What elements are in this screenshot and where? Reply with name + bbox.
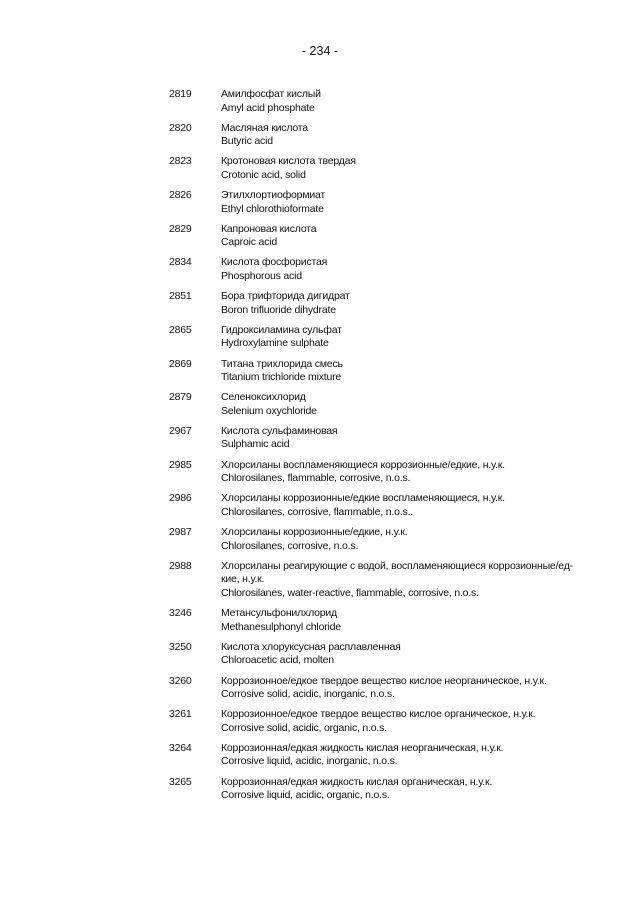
list-item xyxy=(0,88,640,122)
un-number: 2865 xyxy=(169,323,192,336)
un-number: 3250 xyxy=(169,640,192,653)
english-name: Sulphamic acid xyxy=(221,438,290,451)
english-name: Chloroacetic acid, molten xyxy=(221,654,334,667)
un-number: 2987 xyxy=(169,525,192,538)
russian-name: Масляная кислота xyxy=(221,121,308,134)
russian-name-continued: кие, н.у.к. xyxy=(221,573,265,586)
un-number: 2988 xyxy=(169,559,192,572)
substance-names xyxy=(221,526,591,553)
russian-name: Титана трихлорида смесь xyxy=(221,357,343,370)
english-name: Ethyl chlorothioformate xyxy=(221,202,324,215)
list-item xyxy=(0,492,640,526)
russian-name: Коррозионная/едкая жидкость кислая неорганическая, н.у.к. xyxy=(221,741,504,754)
english-name: Corrosive liquid, acidic, inorganic, n.o.s. xyxy=(221,755,398,768)
list-item xyxy=(0,708,640,742)
substance-names xyxy=(221,675,591,702)
un-number: 2826 xyxy=(169,189,192,202)
english-name: Amyl acid phosphate xyxy=(221,101,315,114)
english-name: Chlorosilanes, water-reactive, flammable, corrosive, n.o.s. xyxy=(221,586,479,599)
substance-names xyxy=(221,223,591,250)
list-item xyxy=(0,290,640,324)
substance-names xyxy=(221,122,591,149)
list-item xyxy=(0,459,640,493)
list-item xyxy=(0,776,640,810)
substance-names xyxy=(221,189,591,216)
list-item xyxy=(0,155,640,189)
substance-names xyxy=(221,358,591,385)
substance-names xyxy=(221,560,591,601)
russian-name: Амилфосфат кислый xyxy=(221,88,321,100)
un-number: 3260 xyxy=(169,674,192,687)
english-name: Caproic acid xyxy=(221,236,277,249)
un-number: 2851 xyxy=(169,290,192,303)
english-name: Corrosive liquid, acidic, organic, n.o.s. xyxy=(221,789,390,802)
un-number: 3265 xyxy=(169,775,192,788)
substance-names xyxy=(221,742,591,769)
english-name: Corrosive solid, acidic, organic, n.o.s. xyxy=(221,721,387,734)
russian-name: Хлорсиланы воспламеняющиеся коррозионные/едкие, н.у.к. xyxy=(221,458,505,471)
un-number: 2823 xyxy=(169,155,192,168)
list-item xyxy=(0,526,640,560)
substance-names xyxy=(221,88,591,115)
list-item xyxy=(0,675,640,709)
substance-names xyxy=(221,492,591,519)
russian-name: Кислота хлоруксусная расплавленная xyxy=(221,640,401,653)
un-number: 2985 xyxy=(169,458,192,471)
substance-names xyxy=(221,290,591,317)
russian-name: Коррозионное/едкое твердое вещество кислое неорганическое, н.у.к. xyxy=(221,674,547,687)
list-item xyxy=(0,641,640,675)
list-item xyxy=(0,223,640,257)
russian-name: Коррозионная/едкая жидкость кислая органическая, н.у.к. xyxy=(221,775,493,788)
english-name: Corrosive solid, acidic, inorganic, n.o.s. xyxy=(221,688,395,701)
substance-names xyxy=(221,324,591,351)
list-item xyxy=(0,391,640,425)
substance-names xyxy=(221,425,591,452)
russian-name: Хлорсиланы реагирующие с водой, воспламеняющиеся коррозионные/ед- xyxy=(221,559,573,572)
substance-names xyxy=(221,155,591,182)
un-number: 3246 xyxy=(169,607,192,620)
russian-name: Селеноксихлорид xyxy=(221,391,306,404)
russian-name: Хлорсиланы коррозионные/едкие воспламеняющиеся, н.у.к. xyxy=(221,492,505,505)
un-number: 2869 xyxy=(169,357,192,370)
list-item xyxy=(0,358,640,392)
russian-name: Капроновая кислота xyxy=(221,222,317,235)
substance-names xyxy=(221,459,591,486)
list-item xyxy=(0,324,640,358)
english-name: Hydroxylamine sulphate xyxy=(221,337,329,350)
russian-name: Хлорсиланы коррозионные/едкие, н.у.к. xyxy=(221,525,408,538)
list-item xyxy=(0,560,640,608)
russian-name: Этилхлортиоформиат xyxy=(221,189,326,202)
un-number: 2820 xyxy=(169,121,192,134)
russian-name: Бора трифторида дигидрат xyxy=(221,290,350,303)
english-name: Chlorosilanes, flammable, corrosive, n.o.s. xyxy=(221,472,411,485)
english-name: Methanesulphonyl chloride xyxy=(221,620,341,633)
substance-names xyxy=(221,776,591,803)
un-number: 2879 xyxy=(169,391,192,404)
russian-name: Кислота фосфористая xyxy=(221,256,328,269)
un-number: 2829 xyxy=(169,222,192,235)
un-number: 2986 xyxy=(169,492,192,505)
substance-names xyxy=(221,708,591,735)
list-item xyxy=(0,607,640,641)
page-number: - 234 - xyxy=(301,44,339,58)
substance-names xyxy=(221,256,591,283)
list-item xyxy=(0,122,640,156)
russian-name: Кротоновая кислота твердая xyxy=(221,155,356,168)
english-name: Chlorosilanes, corrosive, flammable, n.o.s.. xyxy=(221,505,413,518)
english-name: Boron trifluoride dihydrate xyxy=(221,303,336,316)
un-number: 3261 xyxy=(169,708,192,721)
english-name: Chlorosilanes, corrosive, n.o.s. xyxy=(221,539,359,552)
english-name: Butyric acid xyxy=(221,135,273,148)
dangerous-goods-list xyxy=(0,88,640,809)
russian-name: Гидроксиламина сульфат xyxy=(221,323,342,336)
russian-name: Кислота сульфаминовая xyxy=(221,424,338,437)
english-name: Titanium trichloride mixture xyxy=(221,371,342,384)
list-item xyxy=(0,256,640,290)
un-number: 2834 xyxy=(169,256,192,269)
un-number: 2819 xyxy=(169,88,192,100)
russian-name: Метансульфонилхлорид xyxy=(221,607,337,620)
substance-names xyxy=(221,391,591,418)
list-item xyxy=(0,425,640,459)
english-name: Phosphorous acid xyxy=(221,270,302,283)
list-item xyxy=(0,189,640,223)
substance-names xyxy=(221,641,591,668)
russian-name: Коррозионное/едкое твердое вещество кислое органическое, н.у.к. xyxy=(221,708,536,721)
substance-names xyxy=(221,607,591,634)
un-number: 3264 xyxy=(169,741,192,754)
english-name: Crotonic acid, solid xyxy=(221,168,306,181)
english-name: Selenium oxychloride xyxy=(221,404,317,417)
un-number: 2967 xyxy=(169,424,192,437)
list-item xyxy=(0,742,640,776)
